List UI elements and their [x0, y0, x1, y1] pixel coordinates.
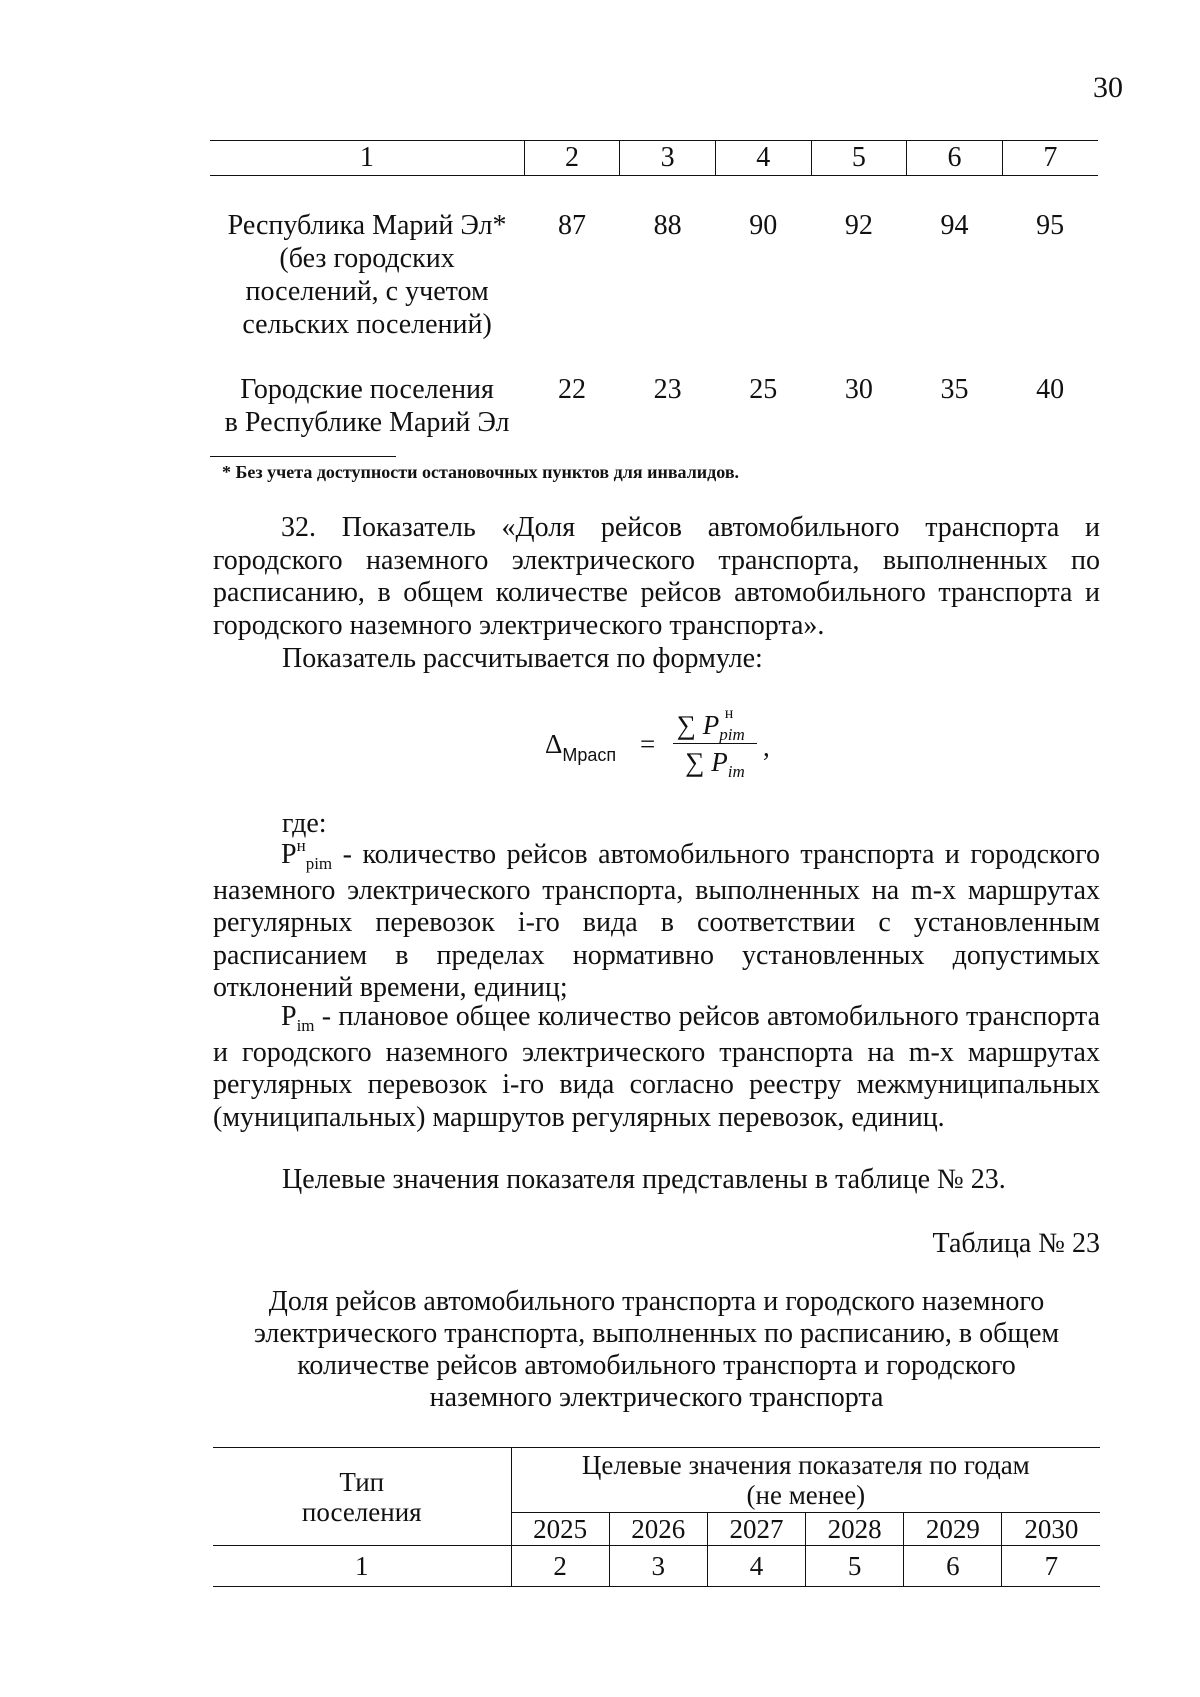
formula-comma: ,: [763, 732, 770, 762]
year-header: 2028: [806, 1513, 904, 1546]
row-label-line: поселений, с учетом: [245, 276, 489, 307]
where-label: где:: [282, 808, 327, 839]
page-number: 30: [1093, 71, 1123, 104]
footnote: * Без учета доступности остановочных пунктов для инвалидов.: [222, 462, 740, 482]
sum-symbol: ∑: [685, 747, 705, 777]
column-number: 6: [907, 141, 1003, 176]
table-caption: [213, 1286, 1100, 1414]
table-cell: 22: [557, 374, 586, 405]
definition-symbol: P: [281, 839, 297, 870]
year-header: 2025: [511, 1513, 609, 1546]
header-line: (не менее): [746, 1480, 866, 1510]
row-label-line: (без городских: [279, 243, 455, 274]
formula-intro: Показатель рассчитывается по формуле:: [282, 643, 763, 674]
table-cell: 40: [1036, 374, 1065, 405]
definition-p-h-pim: [213, 836, 1100, 1005]
target-values-by-year-header: [511, 1448, 1100, 1513]
table-caption-line: электрического транспорта, выполненных по расписанию, в общем: [253, 1318, 1060, 1349]
table-caption-line: количестве рейсов автомобильного транспорта и городского: [297, 1350, 1016, 1381]
table-cell: 88: [653, 210, 682, 241]
table-caption-line: Доля рейсов автомобильного транспорта и городского наземного: [268, 1286, 1045, 1317]
row-label-line: Республика Марий Эл*: [227, 210, 507, 241]
table-cell: 30: [844, 374, 873, 405]
row-label-line: в Республике Марий Эл: [224, 407, 510, 438]
table-cell: 25: [749, 374, 778, 405]
settlement-type-header: [213, 1448, 511, 1546]
denominator-variable: P: [711, 747, 728, 777]
table-cell: 95: [1036, 210, 1065, 241]
column-number: 5: [811, 141, 907, 176]
table-cell: 23: [653, 374, 682, 405]
year-header: 2030: [1002, 1513, 1100, 1546]
column-number: 1: [213, 1546, 511, 1587]
footnote-divider: [210, 456, 396, 457]
table-row: [210, 341, 1098, 439]
table-cell: 35: [940, 374, 969, 405]
definition-subscript: pim: [305, 854, 333, 873]
denominator-subscript: im: [727, 762, 745, 781]
column-number: 7: [1002, 1546, 1100, 1587]
column-number: 4: [707, 1546, 805, 1587]
formula-lhs: [545, 729, 617, 765]
column-number: 2: [511, 1546, 609, 1587]
formula-equals: =: [640, 729, 656, 759]
definition-text: - количество рейсов автомобильного транспорта и городского наземного электрического транспорта, выполненных на m-х маршрутах регулярных перевозок i-го вида в соответствии с установленным расписанием в пределах нормативно установленных допустимых отклонений времени, единиц;: [213, 839, 1100, 1003]
column-number: 6: [904, 1546, 1002, 1587]
table-cell: 90: [749, 210, 778, 241]
formula-lhs-subscript: Мрасп: [562, 745, 617, 765]
section-32-paragraph: 32. Показатель «Доля рейсов автомобильного транспорта и городского наземного электрического транспорта, выполненных по расписанию, в общем количестве рейсов автомобильного транспорта и городского наземного электрического транспорта».: [213, 512, 1100, 641]
definition-p-im: [213, 1001, 1100, 1134]
year-header: 2029: [904, 1513, 1002, 1546]
column-number-header-row: [210, 141, 1098, 176]
year-header: 2026: [609, 1513, 707, 1546]
definition-subscript: im: [296, 1016, 315, 1035]
formula-delta-symbol: Δ: [545, 729, 563, 759]
column-number: 1: [210, 141, 524, 176]
table-number-label: Таблица № 23: [932, 1228, 1100, 1259]
numerator-subscript: pim: [719, 725, 745, 744]
column-number: 3: [620, 141, 716, 176]
target-values-table: [213, 1447, 1100, 1587]
column-number-row: [213, 1546, 1100, 1587]
formula-denominator: [673, 744, 757, 784]
numerator-variable: P: [702, 710, 720, 740]
column-number: 4: [715, 141, 811, 176]
table-cell: 87: [557, 210, 586, 241]
definition-text: - плановое общее количество рейсов автомобильного транспорта и городского наземного электрического транспорта на m-х маршрутах регулярных перевозок i-го вида согласно реестру межмуниципальных (муниципальных) маршрутов регулярных перевозок, единиц.: [213, 1001, 1100, 1133]
row-label-line: Городские поселения: [240, 374, 494, 405]
definition-symbol: P: [281, 1001, 297, 1032]
header-line: поселения: [301, 1496, 422, 1527]
table-caption-line: наземного электрического транспорта: [429, 1382, 884, 1413]
column-number: 3: [609, 1546, 707, 1587]
row-label: [210, 341, 524, 439]
row-label: [210, 176, 524, 342]
header-line: Целевые значения показателя по годам: [581, 1450, 1030, 1480]
definition-superscript: н: [296, 836, 306, 855]
table-cell: 94: [940, 210, 969, 241]
formula-fraction: [673, 702, 757, 784]
table-cell: 92: [844, 210, 873, 241]
target-values-reference: Целевые значения показателя представлены в таблице № 23.: [282, 1164, 1006, 1195]
row-label-line: сельских поселений): [242, 309, 492, 340]
sum-symbol: ∑: [676, 710, 696, 740]
formula-numerator: [673, 702, 757, 743]
indicator-continuation-table: [210, 140, 1098, 439]
numerator-superscript: н: [724, 705, 734, 722]
column-number: 5: [806, 1546, 904, 1587]
column-number: 7: [1002, 141, 1098, 176]
header-line: Тип: [339, 1466, 385, 1497]
formula: [545, 702, 805, 792]
column-number: 2: [524, 141, 620, 176]
table-header-row: [213, 1448, 1100, 1513]
table-row: [210, 176, 1098, 342]
year-header: 2027: [707, 1513, 805, 1546]
